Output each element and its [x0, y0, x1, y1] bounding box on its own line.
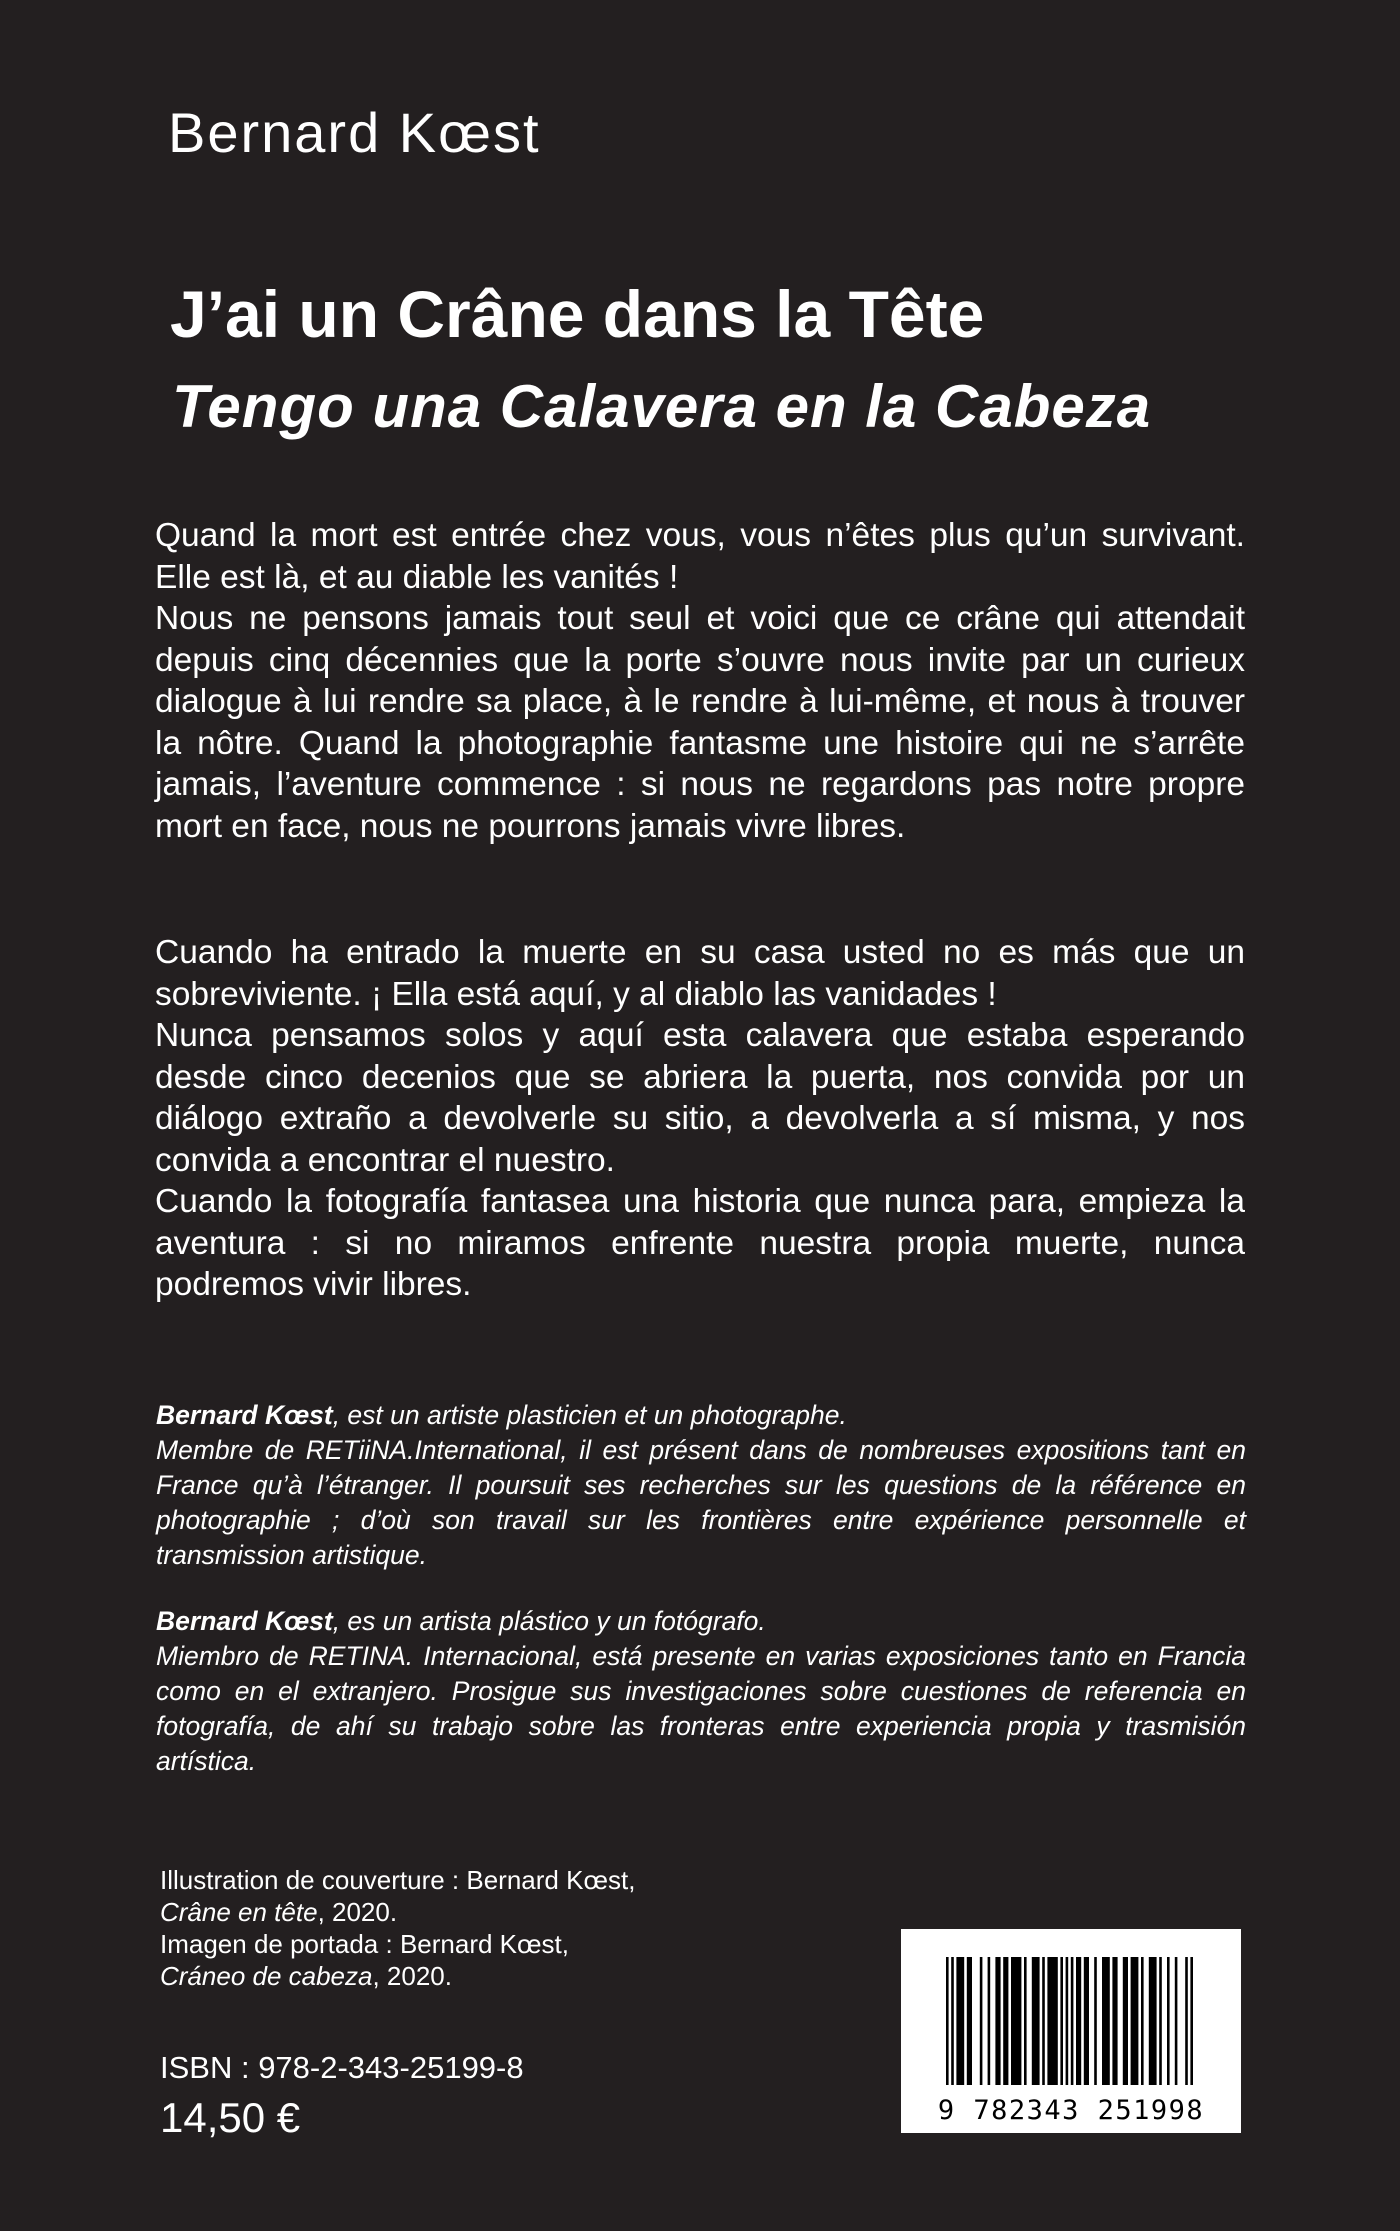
credit-spanish-work-title: Cráneo de cabeza	[160, 1961, 373, 1991]
credit-french-work	[160, 1896, 635, 1928]
author-bio-spanish	[156, 1604, 1246, 1779]
credit-french-work-title: Crâne en tête	[160, 1897, 318, 1927]
barcode-bar	[1149, 1957, 1157, 2085]
barcode-bar	[946, 1957, 949, 2085]
bio-french-body: Membre de RETiiNA.International, il est présent dans de nombreuses expositions tant en France qu’à l’étranger. Il poursuit ses recherches sur les questions de la référence en photographie ; d’où son travail sur les frontières entre expérience personnelle et transmission artistique.	[156, 1435, 1246, 1570]
barcode-bar	[967, 1957, 972, 2085]
barcode-bar	[1011, 1957, 1021, 2085]
barcode-bar	[1076, 1957, 1081, 2085]
barcode-bar	[951, 1957, 954, 2085]
title-spanish: Tengo una Calavera en la Cabeza	[172, 373, 1152, 440]
barcode-bar	[1112, 1957, 1117, 2085]
bio-french-intro	[156, 1398, 1246, 1433]
barcode-bar	[1094, 1957, 1097, 2085]
barcode-bars	[946, 1957, 1193, 2085]
author-name: Bernard Kœst	[168, 101, 541, 164]
barcode-bar	[1190, 1957, 1193, 2085]
credit-french-label: Illustration de couverture : Bernard Kœst,	[160, 1865, 636, 1895]
barcode-bar	[1102, 1957, 1110, 2085]
author-bio-french	[156, 1398, 1246, 1573]
barcode-bar	[1024, 1957, 1027, 2085]
isbn-number: ISBN : 978-2-343-25199-8	[160, 2050, 524, 2085]
cover-credits	[160, 1864, 635, 1992]
barcode-bar	[1175, 1957, 1178, 2085]
blurb-french-paragraph: Nous ne pensons jamais tout seul et voici que ce crâne qui attendait depuis cinq décennies que la porte s’ouvre nous invite par un curieux dialogue à lui rendre sa place, à le rendre à lui-même, et nous à trouver la nôtre. Quand la photographie fantasme une histoire qui ne s’arrête jamais, l’aventure commence : si nous ne regardons pas notre propre mort en face, nous ne pourrons jamais vivre libres.	[155, 600, 1245, 845]
barcode-bar	[1032, 1957, 1040, 2085]
barcode-bar	[1141, 1957, 1144, 2085]
barcode-bar	[1003, 1957, 1008, 2085]
barcode-bar	[1071, 1957, 1074, 2085]
title-french: J’ai un Crâne dans la Tête	[170, 277, 985, 351]
barcode-bar	[1123, 1957, 1128, 2085]
bio-french-author-name: Bernard Kœst	[156, 1400, 333, 1430]
barcode-bar	[1167, 1957, 1170, 2085]
credit-french-year: , 2020.	[317, 1897, 398, 1927]
barcode-bar	[1047, 1957, 1057, 2085]
barcode-bar	[1131, 1957, 1139, 2085]
blurb-spanish	[155, 932, 1245, 1306]
bio-spanish-body: Miembro de RETINA. Internacional, está presente en varias exposiciones tanto en Francia como en el extranjero. Prosigue sus investigaciones sobre cuestiones de referencia en fotografía, de ahí su trabajo sobre las fronteras entre experiencia propia y trasmisión artística.	[156, 1641, 1246, 1776]
barcode	[901, 1929, 1241, 2133]
blurb-spanish-paragraph: Cuando la fotografía fantasea una historia que nunca para, empieza la aventura : si no miramos enfrente nuestra propia muerte, nunca podremos vivir libres.	[155, 1183, 1245, 1303]
bio-french-intro-text: , est un artiste plasticien et un photographe.	[332, 1400, 847, 1430]
barcode-bar	[956, 1957, 964, 2085]
barcode-digits: 9 782343 251998	[937, 2095, 1205, 2126]
barcode-image	[901, 1929, 1241, 2133]
barcode-bar	[1159, 1957, 1162, 2085]
barcode-bar	[1084, 1957, 1089, 2085]
blurb-spanish-paragraph: Cuando ha entrado la muerte en su casa usted no es más que un sobreviviente. ¡ Ella está aquí, y al diablo las vanidades !	[155, 934, 1245, 1013]
price: 14,50 €	[160, 2094, 301, 2141]
bio-spanish-intro-text: , es un artista plástico y un fotógrafo.	[332, 1606, 766, 1636]
barcode-bar	[1185, 1957, 1188, 2085]
barcode-bar	[1066, 1957, 1069, 2085]
barcode-bar	[1042, 1957, 1045, 2085]
blurb-french-paragraph: Quand la mort est entrée chez vous, vous n’êtes plus qu’un survivant. Elle est là, et au diable les vanités !	[155, 517, 1245, 596]
barcode-bar	[1060, 1957, 1063, 2085]
credit-spanish-year: , 2020.	[372, 1961, 452, 1991]
credit-spanish-label: Imagen de portada : Bernard Kœst,	[160, 1929, 569, 1959]
bio-spanish-intro	[156, 1604, 1246, 1639]
credit-spanish-work	[160, 1960, 635, 1992]
barcode-bar	[980, 1957, 983, 2085]
barcode-bar	[995, 1957, 1000, 2085]
bio-spanish-author-name: Bernard Kœst	[156, 1606, 333, 1636]
blurb-french	[155, 515, 1245, 847]
blurb-spanish-paragraph: Nunca pensamos solos y aquí esta calavera que estaba esperando desde cinco decenios que se abriera la puerta, nos convida por un diálogo extraño a devolverle su sitio, a devolverla a sí misma, y nos convida a encontrar el nuestro.	[155, 1017, 1245, 1179]
barcode-bar	[988, 1957, 991, 2085]
